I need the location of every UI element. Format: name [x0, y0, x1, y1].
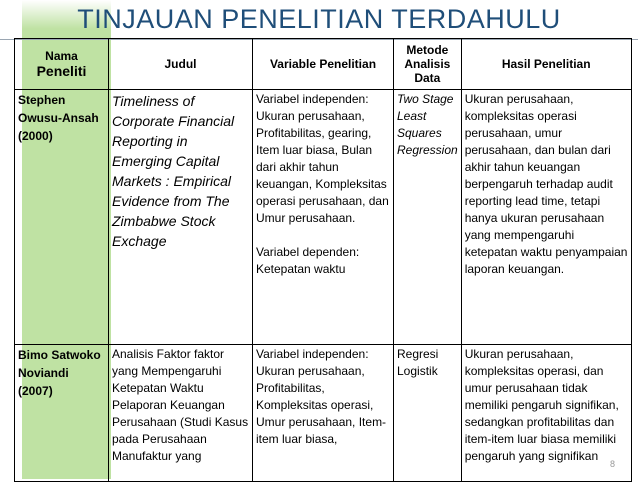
- header-nama-line2: Peneliti: [36, 63, 87, 79]
- row1-judul: Timeliness of Corporate Financial Reporting in Emerging Capital Markets : Empirical Evidence from The Zimbabwe Stock Exchage: [109, 90, 253, 345]
- header-metode: Metode Analisis Data: [394, 39, 462, 90]
- row1-hasil: Ukuran perusahaan, kompleksitas operasi perusahaan, umur perusahaan, dan bulan dari akhir tahun keuangan berpengaruh terhadap audit reporting lead time, tetapi hanya ukuran perusahaan yang mempengaruhi ketepatan waktu penyampaian laporan keuangan.: [461, 90, 631, 345]
- row2-hasil: Ukuran perusahaan, kompleksitas operasi, dan umur perusahaan tidak memiliki pengaruh signifikan, sedangkan profitabilitas dan item-item luar biasa memiliki pengaruh yang signifikan: [461, 345, 631, 482]
- row2-metode: Regresi Logistik: [394, 345, 462, 482]
- row2-judul: Analisis Faktor faktor yang Mempengaruhi Ketepatan Waktu Pelaporan Keuangan Perusahaan (Studi Kasus pada Perusahaan Manufaktur yang: [109, 345, 253, 482]
- header-judul: Judul: [109, 39, 253, 90]
- header-nama-line1: Nama: [45, 49, 78, 63]
- page-number: 8: [610, 459, 616, 469]
- header-hasil: Hasil Penelitian: [461, 39, 631, 90]
- row2-variable: Variabel independen: Ukuran perusahaan, Profitabilitas, Kompleksitas operasi, Umur perusahaan, Item-item luar biasa,: [253, 345, 394, 482]
- row1-variable: [253, 90, 394, 345]
- table-row: [15, 90, 632, 345]
- slide-title: TINJAUAN PENELITIAN TERDAHULU: [77, 4, 561, 34]
- research-table: [14, 38, 632, 482]
- row1-peneliti: Stephen Owusu-Ansah (2000): [15, 90, 109, 345]
- row1-metode: Two Stage Least Squares Regression: [394, 90, 462, 345]
- header-nama-peneliti: [15, 39, 109, 90]
- table-header-row: [15, 39, 632, 90]
- row1-variable-dependen: Variabel dependen: Ketepatan waktu: [256, 245, 360, 276]
- header-variable: Variable Penelitian: [253, 39, 394, 90]
- row2-peneliti: Bimo Satwoko Noviandi (2007): [15, 345, 109, 482]
- table-row: [15, 345, 632, 482]
- row1-variable-independen: Variabel independen: Ukuran perusahaan, Profitabilitas, gearing, Item luar biasa, Bulan dari akhir tahun keuangan, Kompleksitas operasi perusahaan, dan Umur perusahaan.: [256, 92, 389, 225]
